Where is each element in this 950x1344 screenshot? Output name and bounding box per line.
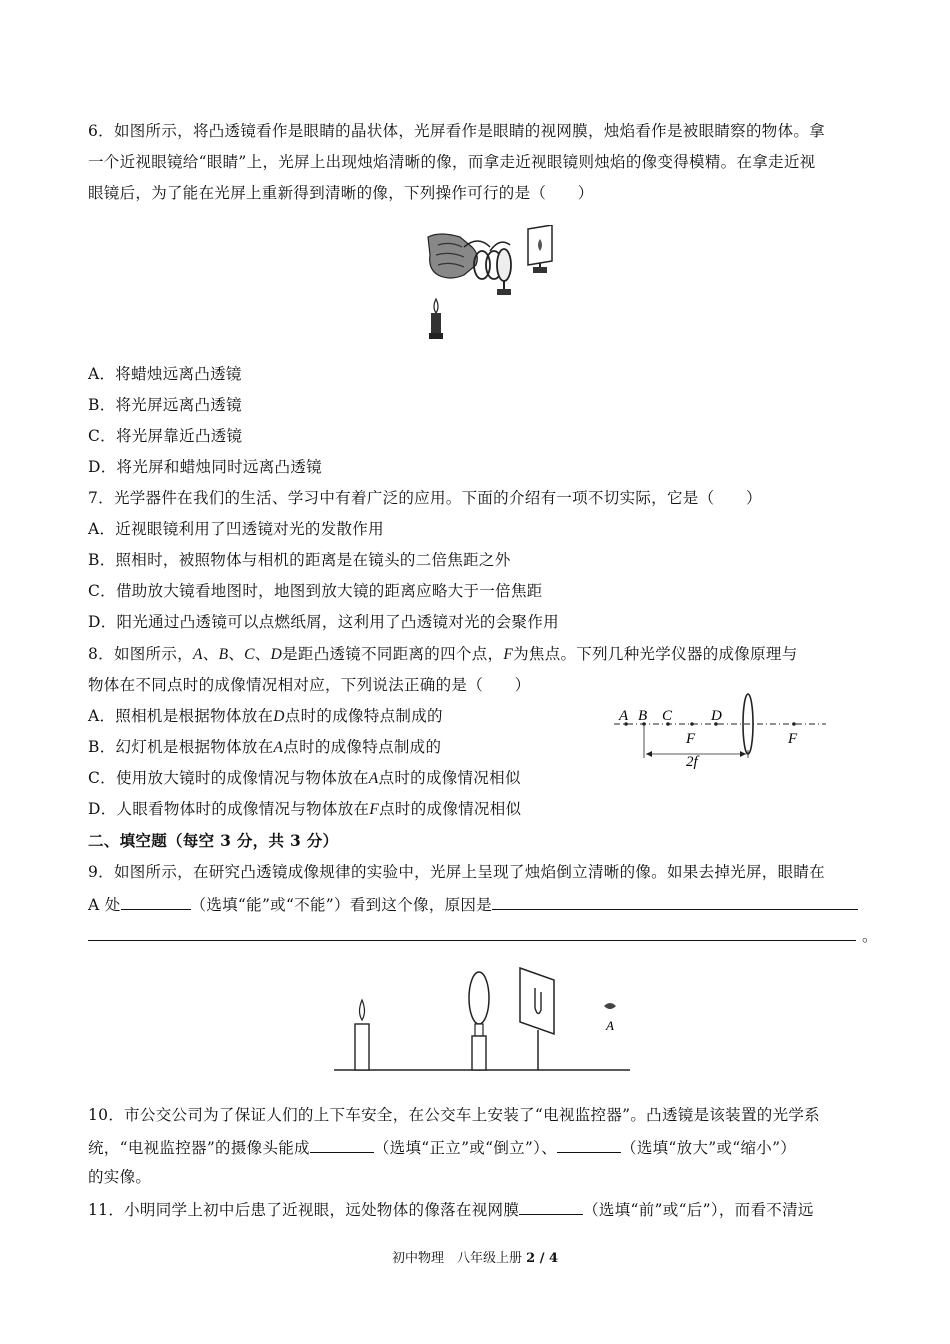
q8-point-a: A — [192, 646, 203, 663]
q7-stem: 7．光学器件在我们的生活、学习中有着广泛的应用。下面的介绍有一项不切实际，它是（ ） — [88, 489, 762, 507]
q8-point-f: F — [503, 646, 514, 663]
q8-sep: 、 — [254, 645, 271, 663]
q8-option-b-pre: B．幻灯机是根据物体放在 — [88, 738, 274, 756]
q8-point-d: D — [270, 646, 283, 663]
q10-line1: 10．市公交公司为了保证人们的上下车安全，在公交车上安装了“电视监控器”。凸透镜是该装置的光学系 — [88, 1106, 820, 1124]
q9-end: 。 — [862, 927, 878, 945]
q6-figure — [420, 225, 560, 345]
q9-fig-label-a: A — [606, 1018, 614, 1033]
q8-option-d-post: 点时的成像情况相似 — [379, 800, 522, 818]
q8-option-a-pre: A．照相机是根据物体放在 — [88, 707, 274, 725]
convex-lens — [497, 249, 511, 295]
q6-option-b: B．将光屏远离凸透镜 — [88, 396, 242, 414]
q10-blank-1[interactable] — [310, 1136, 374, 1153]
q9-blank-2-continued[interactable] — [88, 924, 856, 941]
fig-label-f2: F — [788, 731, 798, 747]
q8-option-c-pre: C．使用放大镜时的成像情况与物体放在 — [88, 769, 369, 787]
q6-option-d: D．将光屏和蜡烛同时远离凸透镜 — [88, 458, 322, 476]
q9-blank-1[interactable] — [121, 893, 191, 910]
q8-option-a-point: D — [273, 708, 285, 725]
light-screen — [528, 225, 552, 273]
q7-option-a: A．近视眼镜利用了凹透镜对光的发散作用 — [88, 520, 384, 538]
fig-label-d: D — [711, 708, 722, 724]
fig-label-a: A — [619, 708, 629, 724]
q8-option-b-point: A — [273, 739, 284, 756]
q11-line1-a: 11．小明同学上初中后患了近视眼，远处物体的像落在视网膜 — [88, 1201, 520, 1219]
q8-option-d-point: F — [369, 801, 380, 818]
q8-figure — [610, 690, 830, 770]
q10-blank-2[interactable] — [557, 1136, 621, 1153]
q7-option-c: C．借助放大镜看地图时，地图到放大镜的距离应略大于一倍焦距 — [88, 582, 543, 600]
footer-text: 初中物理 八年级上册 — [391, 1251, 522, 1266]
q8-line2: 物体在不同点时的成像情况相对应，下列说法正确的是（ ） — [88, 676, 531, 694]
candle — [429, 299, 443, 339]
q8-point-c: C — [244, 646, 255, 663]
q8-line1 — [88, 644, 798, 665]
q8-option-c-post: 点时的成像情况相似 — [378, 769, 521, 787]
q8-option-b — [88, 737, 441, 758]
candle — [355, 1000, 369, 1070]
q8-option-b-post: 点时的成像特点制成的 — [283, 738, 442, 756]
q8-option-a — [88, 706, 443, 727]
q8-option-c-point: A — [368, 770, 379, 787]
q9-line3 — [88, 924, 878, 946]
q6-line1: 6．如图所示，将凸透镜看作是眼睛的晶状体，光屏看作是眼睛的视网膜，烛焰看作是被眼睛察的物体。拿 — [88, 122, 825, 140]
q9-line2-a: A 处 — [88, 896, 121, 914]
q9-line1: 9．如图所示，在研究凸透镜成像规律的实验中，光屏上呈现了烛焰倒立清晰的像。如果去掉光屏，眼睛在 — [88, 863, 825, 881]
q9-blank-2[interactable] — [492, 893, 858, 910]
q8-option-c — [88, 768, 521, 789]
section-heading: 二、填空题（每空 3 分，共 3 分） — [88, 831, 339, 850]
q8-desc2: 为焦点。下列几种光学仪器的成像原理与 — [513, 645, 798, 663]
eye-icon — [604, 1003, 616, 1033]
q7-option-d: D．阳光通过凸透镜可以点燃纸屑，这利用了凸透镜对光的会聚作用 — [88, 613, 559, 631]
page-footer — [0, 1247, 950, 1266]
light-screen — [520, 968, 554, 1070]
fig-label-f1: F — [686, 731, 696, 747]
q7-option-b: B．照相时，被照物体与相机的距离是在镜头的二倍焦距之外 — [88, 551, 511, 569]
q6-option-c: C．将光屏靠近凸透镜 — [88, 427, 243, 445]
q11-line1 — [88, 1198, 814, 1220]
fig-label-b: B — [638, 708, 648, 724]
q10-line2-c: （选填“放大”或“缩小”） — [621, 1139, 797, 1157]
q10-line2-a: 统，“电视监控器”的摄像头能成 — [88, 1139, 310, 1157]
q8-point-b: B — [218, 646, 229, 663]
fig-label-c: C — [662, 708, 673, 724]
q10-line2 — [88, 1136, 796, 1158]
q9-line2 — [88, 893, 858, 915]
q8-option-d-pre: D．人眼看物体时的成像情况与物体放在 — [88, 800, 370, 818]
q6-line2: 一个近视眼镜给“眼睛”上，光屏上出现烛焰清晰的像，而拿走近视眼镜则烛焰的像变得模精。在拿走近视 — [88, 153, 816, 171]
q6-option-a: A．将蜡烛远离凸透镜 — [88, 365, 242, 383]
q11-blank-1[interactable] — [519, 1198, 583, 1215]
q11-line1-b: （选填“前”或“后”），而看不清远 — [583, 1201, 814, 1219]
q8-sep: 、 — [228, 645, 245, 663]
page-number: 2 / 4 — [526, 1251, 559, 1266]
q10-line2-b: （选填“正立”或“倒立”）、 — [373, 1139, 558, 1157]
q8-intro: 8．如图所示， — [88, 645, 193, 663]
q8-desc: 是距凸透镜不同距离的四个点， — [282, 645, 504, 663]
q9-figure — [332, 962, 632, 1078]
q6-line3: 眼镜后，为了能在光屏上重新得到清晰的像，下列操作可行的是（ ） — [88, 184, 594, 202]
fig-label-2f: 2f — [686, 754, 698, 770]
q10-line3: 的实像。 — [88, 1168, 152, 1186]
convex-lens — [469, 972, 489, 1070]
q8-sep: 、 — [202, 645, 219, 663]
q8-option-a-post: 点时的成像特点制成的 — [284, 707, 443, 725]
q8-option-d — [88, 799, 521, 820]
q9-line2-b: （选填“能”或“不能”）看到这个像，原因是 — [190, 896, 493, 914]
